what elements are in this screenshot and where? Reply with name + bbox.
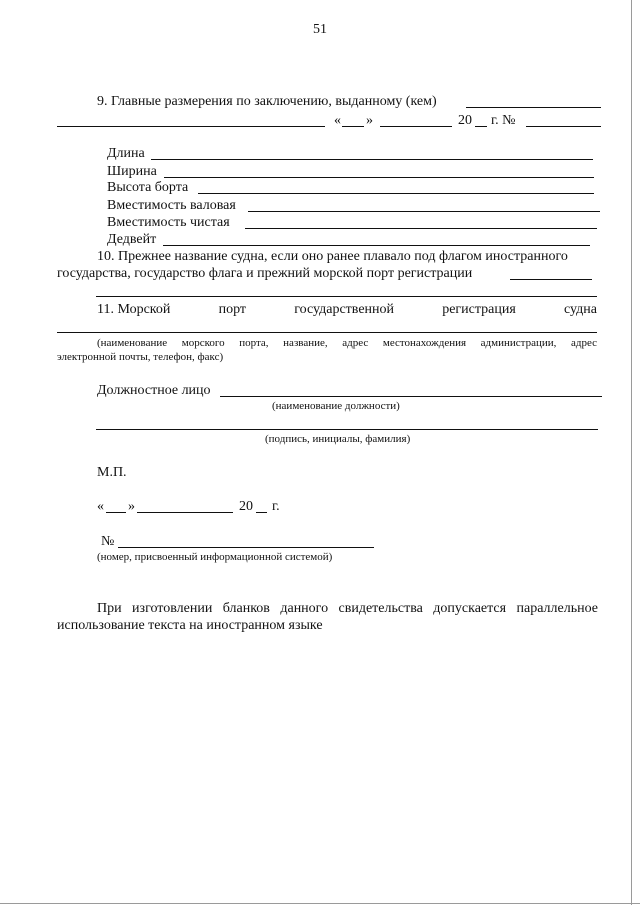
item9-year-line[interactable] — [475, 126, 487, 127]
item9-year: 20 — [458, 113, 472, 128]
item9-day-line[interactable] — [342, 126, 364, 127]
number-line[interactable] — [118, 547, 374, 548]
dimension-deadweight-label: Дедвейт — [107, 232, 157, 247]
dimension-gross-tonnage-line[interactable] — [248, 211, 600, 212]
official-position-caption: (наименование должности) — [272, 400, 400, 412]
item11-word: порт — [218, 302, 247, 317]
page-edge-right — [631, 0, 632, 905]
date-year-suffix: г. — [272, 499, 280, 514]
item11-word: регистрация — [442, 302, 516, 317]
item9-label: 9. Главные размерения по заключению, выданному (кем) — [97, 94, 437, 109]
item11-word: судна — [564, 302, 597, 317]
item10-port-line-2[interactable] — [96, 296, 597, 297]
date-quote-close: » — [128, 499, 135, 514]
date-year: 20 — [239, 499, 253, 514]
dimension-width-label: Ширина — [107, 164, 157, 179]
official-signature-line[interactable] — [96, 429, 598, 430]
dimension-net-tonnage-label: Вместимость чистая — [107, 215, 230, 230]
dimension-width-line[interactable] — [164, 177, 594, 178]
item9-month-line[interactable] — [380, 126, 452, 127]
dimension-length-label: Длина — [107, 146, 145, 161]
official-label: Должностное лицо — [97, 383, 211, 398]
date-year-line[interactable] — [256, 512, 267, 513]
item9-quote-close: » — [366, 113, 373, 128]
item10-line2: государства, государство флага и прежний морской порт регистрации — [57, 266, 473, 281]
item11-word: 11. Морской — [97, 302, 171, 317]
dimension-depth-line[interactable] — [198, 193, 594, 194]
item11-caption-line2: электронной почты, телефон, факс) — [57, 351, 224, 363]
dimension-gross-tonnage-label: Вместимость валовая — [107, 198, 236, 213]
date-quote-open: « — [97, 499, 104, 514]
official-position-line[interactable] — [220, 396, 602, 397]
dimension-deadweight-line[interactable] — [163, 245, 590, 246]
date-day-line[interactable] — [106, 512, 126, 513]
page-edge-bottom — [0, 903, 640, 904]
note-line2: использование текста на иностранном языке — [57, 618, 323, 633]
item10-port-line[interactable] — [510, 279, 592, 280]
item11-port-line[interactable] — [57, 332, 597, 333]
page-number: 51 — [313, 22, 327, 37]
dimension-depth-label: Высота борта — [107, 180, 189, 195]
item9-number-line[interactable] — [526, 126, 601, 127]
item9-issuer-line[interactable] — [466, 107, 601, 108]
number-caption: (номер, присвоенный информационной системой) — [97, 551, 333, 563]
dimension-length-line[interactable] — [151, 159, 593, 160]
item10-line1: 10. Прежнее название судна, если оно ранее плавало под флагом иностранного — [97, 249, 568, 264]
item11-caption-line1: (наименование морского порта, название, адрес местонахождения администрации, адрес — [97, 337, 597, 349]
item9-quote-open: « — [334, 113, 341, 128]
note-line1: При изготовлении бланков данного свидетельства допускается параллельное — [97, 601, 598, 616]
date-month-line[interactable] — [137, 512, 233, 513]
number-sign: № — [101, 534, 115, 549]
item9-issuer-line-2[interactable] — [57, 126, 325, 127]
official-signature-caption: (подпись, инициалы, фамилия) — [265, 433, 411, 445]
item11-word: государственной — [294, 302, 395, 317]
item9-year-suffix: г. № — [491, 113, 516, 128]
item11-title — [97, 302, 597, 318]
dimension-net-tonnage-line[interactable] — [245, 228, 597, 229]
stamp-place-label: М.П. — [97, 465, 127, 480]
